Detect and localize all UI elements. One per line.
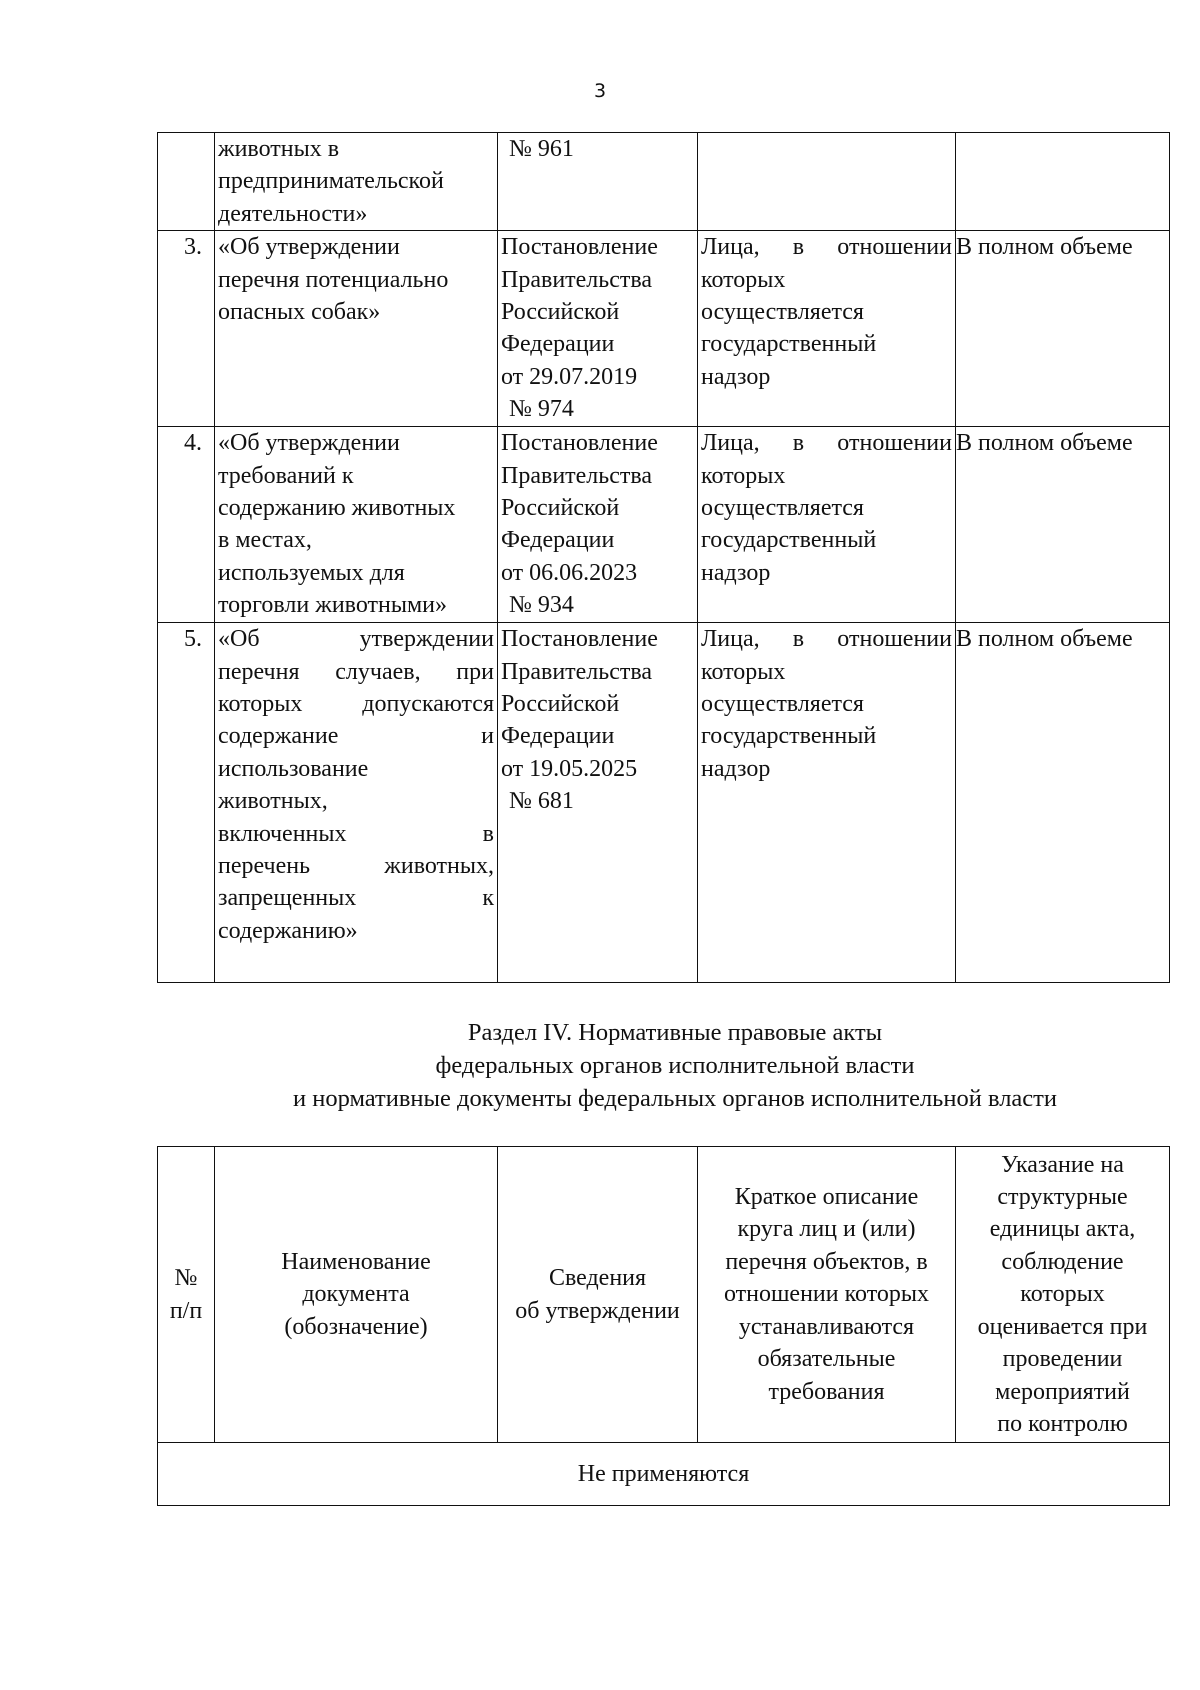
document-name-cell: [215, 623, 498, 983]
scope-cell: В полном объеме: [956, 231, 1170, 427]
header-line: которых: [1020, 1281, 1105, 1308]
header-line: круга лиц и (или): [737, 1216, 916, 1243]
section-title-line: Раздел IV. Нормативные правовые акты: [467, 1019, 883, 1046]
cell-line: надзор: [701, 363, 771, 390]
cell-line: которых допускаются: [218, 691, 494, 718]
row-number: 5.: [158, 623, 215, 983]
table-header-row: [158, 1147, 1170, 1443]
cell-line: содержание и: [218, 723, 494, 750]
cell-line: запрещенных к: [218, 885, 494, 912]
table-row: [158, 623, 1170, 983]
cell-line: осуществляется: [701, 495, 864, 522]
header-line: по контролю: [997, 1410, 1128, 1437]
cell-line: от 19.05.2025: [501, 755, 638, 782]
document-name-cell: [215, 231, 498, 427]
scope-cell: В полном объеме: [956, 623, 1170, 983]
document-name-cell: [215, 133, 498, 231]
cell-line: используемых для: [218, 559, 405, 586]
header-line: перечня объектов, в: [725, 1248, 928, 1275]
cell-line: Российской: [501, 495, 620, 522]
cell-line: Российской: [501, 299, 620, 326]
cell-line: которых: [701, 462, 786, 489]
cell-line: перечня случаев, при: [218, 658, 494, 685]
cell-line: перечня потенциально: [218, 266, 449, 293]
header-line: об утверждении: [515, 1297, 680, 1324]
approval-cell: [498, 231, 698, 427]
cell-line: от 29.07.2019: [501, 363, 638, 390]
approval-cell: [498, 623, 698, 983]
header-line: проведении: [1002, 1346, 1123, 1373]
cell-line: осуществляется: [701, 691, 864, 718]
header-line: отношении которых: [723, 1281, 930, 1308]
header-description: [698, 1147, 956, 1443]
cell-line: содержанию»: [218, 917, 358, 944]
cell-line: осуществляется: [701, 299, 864, 326]
row-number: [158, 133, 215, 231]
header-line: п/п: [169, 1297, 203, 1324]
cell-line: Российской: [501, 691, 620, 718]
cell-line: Правительства: [501, 462, 653, 489]
cell-line: деятельности»: [218, 200, 368, 227]
header-line: (обозначение): [284, 1313, 428, 1340]
cell-line: надзор: [701, 559, 771, 586]
document-name-cell: [215, 427, 498, 623]
cell-line: включенных в: [218, 820, 494, 847]
section-title-line: федеральных органов исполнительной власти: [435, 1052, 915, 1079]
row-number: 3.: [158, 231, 215, 427]
not-applicable-cell: Не применяются: [158, 1443, 1170, 1506]
header-line: требования: [768, 1378, 885, 1405]
cell-line: перечень животных,: [218, 853, 494, 880]
header-line: соблюдение: [1001, 1248, 1124, 1275]
header-line: Сведения: [548, 1265, 647, 1292]
header-line: документа: [302, 1281, 410, 1308]
cell-line: требований к: [218, 462, 354, 489]
header-line: Краткое описание: [734, 1184, 919, 1211]
cell-line: № 934: [509, 592, 574, 619]
cell-line: которых: [701, 658, 786, 685]
cell-line: Лица, в отношении: [701, 626, 952, 653]
cell-line: Правительства: [501, 658, 653, 685]
header-line: мероприятий: [995, 1378, 1130, 1405]
header-line: обязательные: [757, 1346, 896, 1373]
table-row: [158, 1443, 1170, 1506]
cell-line: «Об утверждении: [218, 234, 400, 261]
section-title: [0, 1016, 1200, 1115]
cell-line: Лица, в отношении: [701, 430, 952, 457]
cell-line: животных,: [218, 788, 328, 815]
approval-cell: [498, 427, 698, 623]
cell-line: Лица, в отношении: [701, 234, 952, 261]
cell-line: Федерации: [501, 527, 615, 554]
section-title-line: и нормативные документы федеральных органов исполнительной власти: [292, 1085, 1057, 1112]
cell-line: Постановление: [501, 430, 658, 457]
cell-line: от 06.06.2023: [501, 559, 638, 586]
page-number: 3: [593, 80, 607, 102]
cell-line: Постановление: [501, 626, 658, 653]
header-line: структурные: [997, 1184, 1128, 1211]
header-line: Наименование: [281, 1248, 431, 1275]
table-row: [158, 231, 1170, 427]
header-name: [215, 1147, 498, 1443]
persons-cell: [698, 133, 956, 231]
cell-line: опасных собак»: [218, 299, 381, 326]
cell-line: которых: [701, 266, 786, 293]
cell-line: государственный: [701, 723, 877, 750]
cell-line: предпринимательской: [218, 168, 444, 195]
cell-line: Федерации: [501, 723, 615, 750]
header-approval: [498, 1147, 698, 1443]
header-line: единицы акта,: [989, 1216, 1136, 1243]
header-line: устанавливаются: [738, 1313, 915, 1340]
cell-line: «Об утверждении: [218, 430, 400, 457]
cell-line: Федерации: [501, 331, 615, 358]
cell-line: государственный: [701, 331, 877, 358]
cell-line: № 681: [509, 788, 574, 815]
table-row: [158, 133, 1170, 231]
cell-line: животных в: [218, 136, 340, 162]
cell-line: «Об утверждении: [218, 626, 494, 653]
approval-cell: [498, 133, 698, 231]
cell-line: № 974: [509, 396, 574, 423]
requirements-table-continued: [157, 132, 1170, 983]
cell-line: в местах,: [218, 527, 312, 554]
header-num: [158, 1147, 215, 1443]
header-line: Указание на: [1001, 1151, 1124, 1178]
cell-line: торговли животными»: [218, 592, 448, 619]
federal-acts-table: [157, 1146, 1170, 1506]
cell-line: № 961: [509, 136, 574, 162]
cell-line: содержанию животных: [218, 495, 456, 522]
header-line: №: [174, 1265, 198, 1292]
cell-line: использование: [218, 755, 369, 782]
header-units: [956, 1147, 1170, 1443]
persons-cell: [698, 623, 956, 983]
header-line: оценивается при: [977, 1313, 1148, 1340]
scope-cell: В полном объеме: [956, 427, 1170, 623]
cell-line: Правительства: [501, 266, 653, 293]
cell-line: государственный: [701, 527, 877, 554]
persons-cell: [698, 231, 956, 427]
cell-line: надзор: [701, 755, 771, 782]
table-row: [158, 427, 1170, 623]
scope-cell: [956, 133, 1170, 231]
cell-line: Постановление: [501, 234, 658, 261]
persons-cell: [698, 427, 956, 623]
row-number: 4.: [158, 427, 215, 623]
